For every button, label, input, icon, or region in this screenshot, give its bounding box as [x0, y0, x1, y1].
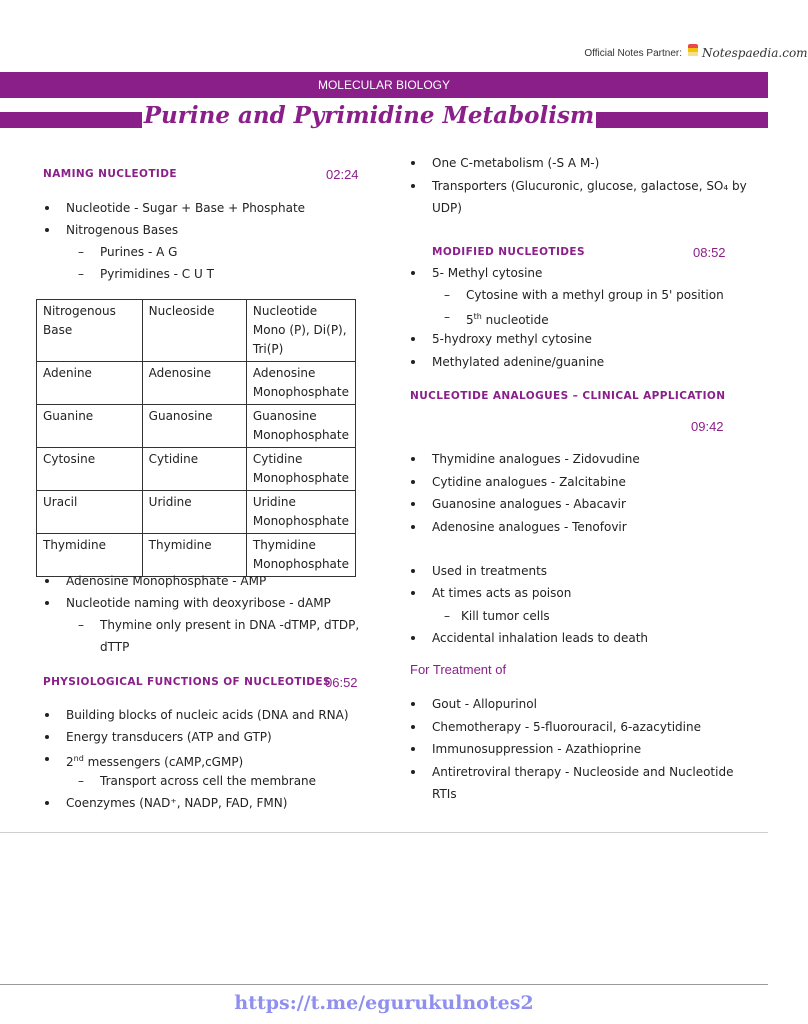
title-box [142, 100, 596, 138]
sub-item: Purines - A G [100, 245, 178, 259]
fifth-number: 5 [466, 313, 474, 327]
list-item: Adenosine Monophosphate - AMP [66, 574, 267, 588]
list-item: Transporters (Glucuronic, glucose, galactose, SO₄ by [432, 179, 747, 193]
table-cell: Uracil [37, 491, 143, 534]
list-item: Adenosine analogues - Tenofovir [432, 520, 627, 534]
dash-marker: – [78, 774, 84, 788]
subject-label: MOLECULAR BIOLOGY [317, 78, 451, 92]
table-row [37, 491, 356, 534]
messenger-number: 2 [66, 755, 74, 769]
list-item: Nucleotide - Sugar + Base + Phosphate [66, 201, 306, 215]
list-item: 5- Methyl cytosine [432, 266, 543, 280]
dash-marker: – [78, 267, 84, 281]
dash-marker: – [444, 288, 450, 302]
list-item: Immunosuppression - Azathioprine [432, 742, 642, 756]
bullet [411, 747, 415, 751]
bullet [411, 591, 415, 595]
table-cell: Guanosine Monophosphate [246, 405, 355, 448]
bullet [411, 161, 415, 165]
bullet [411, 457, 415, 461]
timestamp-naming: 02:24 [326, 167, 359, 182]
bullet [411, 525, 415, 529]
list-item: Thymidine analogues - Zidovudine [432, 452, 640, 466]
bullet [411, 502, 415, 506]
timestamp-analogues: 09:42 [691, 419, 724, 434]
list-item: Coenzymes (NAD⁺, NADP, FAD, FMN) [66, 796, 288, 810]
table-cell: Cytidine [142, 448, 246, 491]
list-item: 5-hydroxy methyl cytosine [432, 332, 592, 346]
bullet [411, 702, 415, 706]
list-item: Nitrogenous Bases [66, 223, 179, 237]
table-row [37, 362, 356, 405]
bullet [45, 206, 49, 210]
table-row [37, 405, 356, 448]
dash-marker: – [444, 310, 450, 324]
list-item: Methylated adenine/guanine [432, 355, 605, 369]
table-cell: Adenosine [142, 362, 246, 405]
list-item: Building blocks of nucleic acids (DNA and RNA) [66, 708, 349, 722]
table-header-cell: Nitrogenous Base [37, 300, 143, 362]
table-cell: Adenosine Monophosphate [246, 362, 355, 405]
messenger-text: messengers (cAMP,cGMP) [83, 755, 244, 769]
table-row [37, 448, 356, 491]
sub-item: Transport across cell the membrane [100, 774, 317, 788]
table-cell: Uridine Monophosphate [246, 491, 355, 534]
messenger-superscript: nd [73, 754, 84, 763]
section-heading-naming: NAMING NUCLEOTIDE [43, 168, 177, 180]
table-cell: Adenine [37, 362, 143, 405]
table-cell: Thymidine [142, 534, 246, 577]
dash-marker: – [78, 618, 84, 632]
table-cell: Guanine [37, 405, 143, 448]
table-header-cell: Nucleoside [142, 300, 246, 362]
list-item: Nucleotide naming with deoxyribose - dAMP [66, 596, 331, 610]
table-cell: Guanosine [142, 405, 246, 448]
partner-label: Official Notes Partner: [584, 48, 682, 59]
divider [0, 832, 768, 833]
bullet [411, 271, 415, 275]
dash-marker: – [444, 609, 450, 623]
bullet [411, 636, 415, 640]
section-heading-modified: MODIFIED NUCLEOTIDES [432, 246, 585, 258]
bullet [45, 757, 49, 761]
bullet [45, 228, 49, 232]
list-item-continued: UDP) [432, 201, 462, 215]
bullet [45, 801, 49, 805]
bullet [411, 725, 415, 729]
bullet [411, 770, 415, 774]
table-header-row [37, 300, 356, 362]
section-heading-analogues: NUCLEOTIDE ANALOGUES – CLINICAL APPLICATION [410, 390, 726, 402]
subject-banner [0, 72, 768, 98]
table-cell: Uridine [142, 491, 246, 534]
partner-header [468, 44, 808, 64]
fifth-text: nucleotide [481, 313, 549, 327]
timestamp-physio: 06:52 [325, 675, 358, 690]
sub-item: Kill tumor cells [461, 609, 550, 623]
bullet [45, 713, 49, 717]
fifth-superscript: th [473, 312, 482, 321]
bullet [411, 337, 415, 341]
bullet [45, 579, 49, 583]
list-item: Accidental inhalation leads to death [432, 631, 649, 645]
list-item: Energy transducers (ATP and GTP) [66, 730, 272, 744]
nucleotide-table [36, 299, 356, 577]
bullet [411, 184, 415, 188]
page-title: Purine and Pyrimidine Metabolism [143, 102, 595, 129]
list-item: At times acts as poison [432, 586, 572, 600]
sub-item: Thymine only present in DNA -dTMP, dTDP, [100, 618, 360, 632]
table-header-cell: Nucleotide Mono (P), Di(P), Tri(P) [246, 300, 355, 362]
timestamp-modified: 08:52 [693, 245, 726, 260]
bullet [45, 735, 49, 739]
bullet [411, 360, 415, 364]
list-item: Chemotherapy - 5-fluorouracil, 6-azacytidine [432, 720, 701, 734]
section-heading-physio: PHYSIOLOGICAL FUNCTIONS OF NUCLEOTIDES [43, 676, 331, 688]
section-heading-treatment: For Treatment of [410, 662, 507, 677]
list-item: Gout - Allopurinol [432, 697, 537, 711]
footer-link[interactable]: https://t.me/egurukulnotes2 [234, 992, 534, 1014]
bullet [411, 480, 415, 484]
table-cell: Cytidine Monophosphate [246, 448, 355, 491]
bullet [411, 569, 415, 573]
bullet [45, 601, 49, 605]
dash-marker: – [78, 245, 84, 259]
sub-item: Cytosine with a methyl group in 5' position [466, 288, 724, 302]
sub-item-continued: dTTP [100, 640, 130, 654]
list-item: One C-metabolism (-S A M-) [432, 156, 600, 170]
sub-item: Pyrimidines - C U T [100, 267, 214, 281]
list-item: Antiretroviral therapy - Nucleoside and Nucleotide [432, 765, 734, 779]
table-cell: Thymidine [37, 534, 143, 577]
list-item: Cytidine analogues - Zalcitabine [432, 475, 626, 489]
list-item-continued: RTIs [432, 787, 457, 801]
table-cell: Cytosine [37, 448, 143, 491]
list-item: Used in treatments [432, 564, 548, 578]
list-item: Guanosine analogues - Abacavir [432, 497, 626, 511]
table-cell: Thymidine Monophosphate [246, 534, 355, 577]
footer-divider [0, 984, 768, 985]
partner-brand: Notespaedia.com [702, 46, 808, 60]
notebook-logo-icon [686, 44, 700, 58]
